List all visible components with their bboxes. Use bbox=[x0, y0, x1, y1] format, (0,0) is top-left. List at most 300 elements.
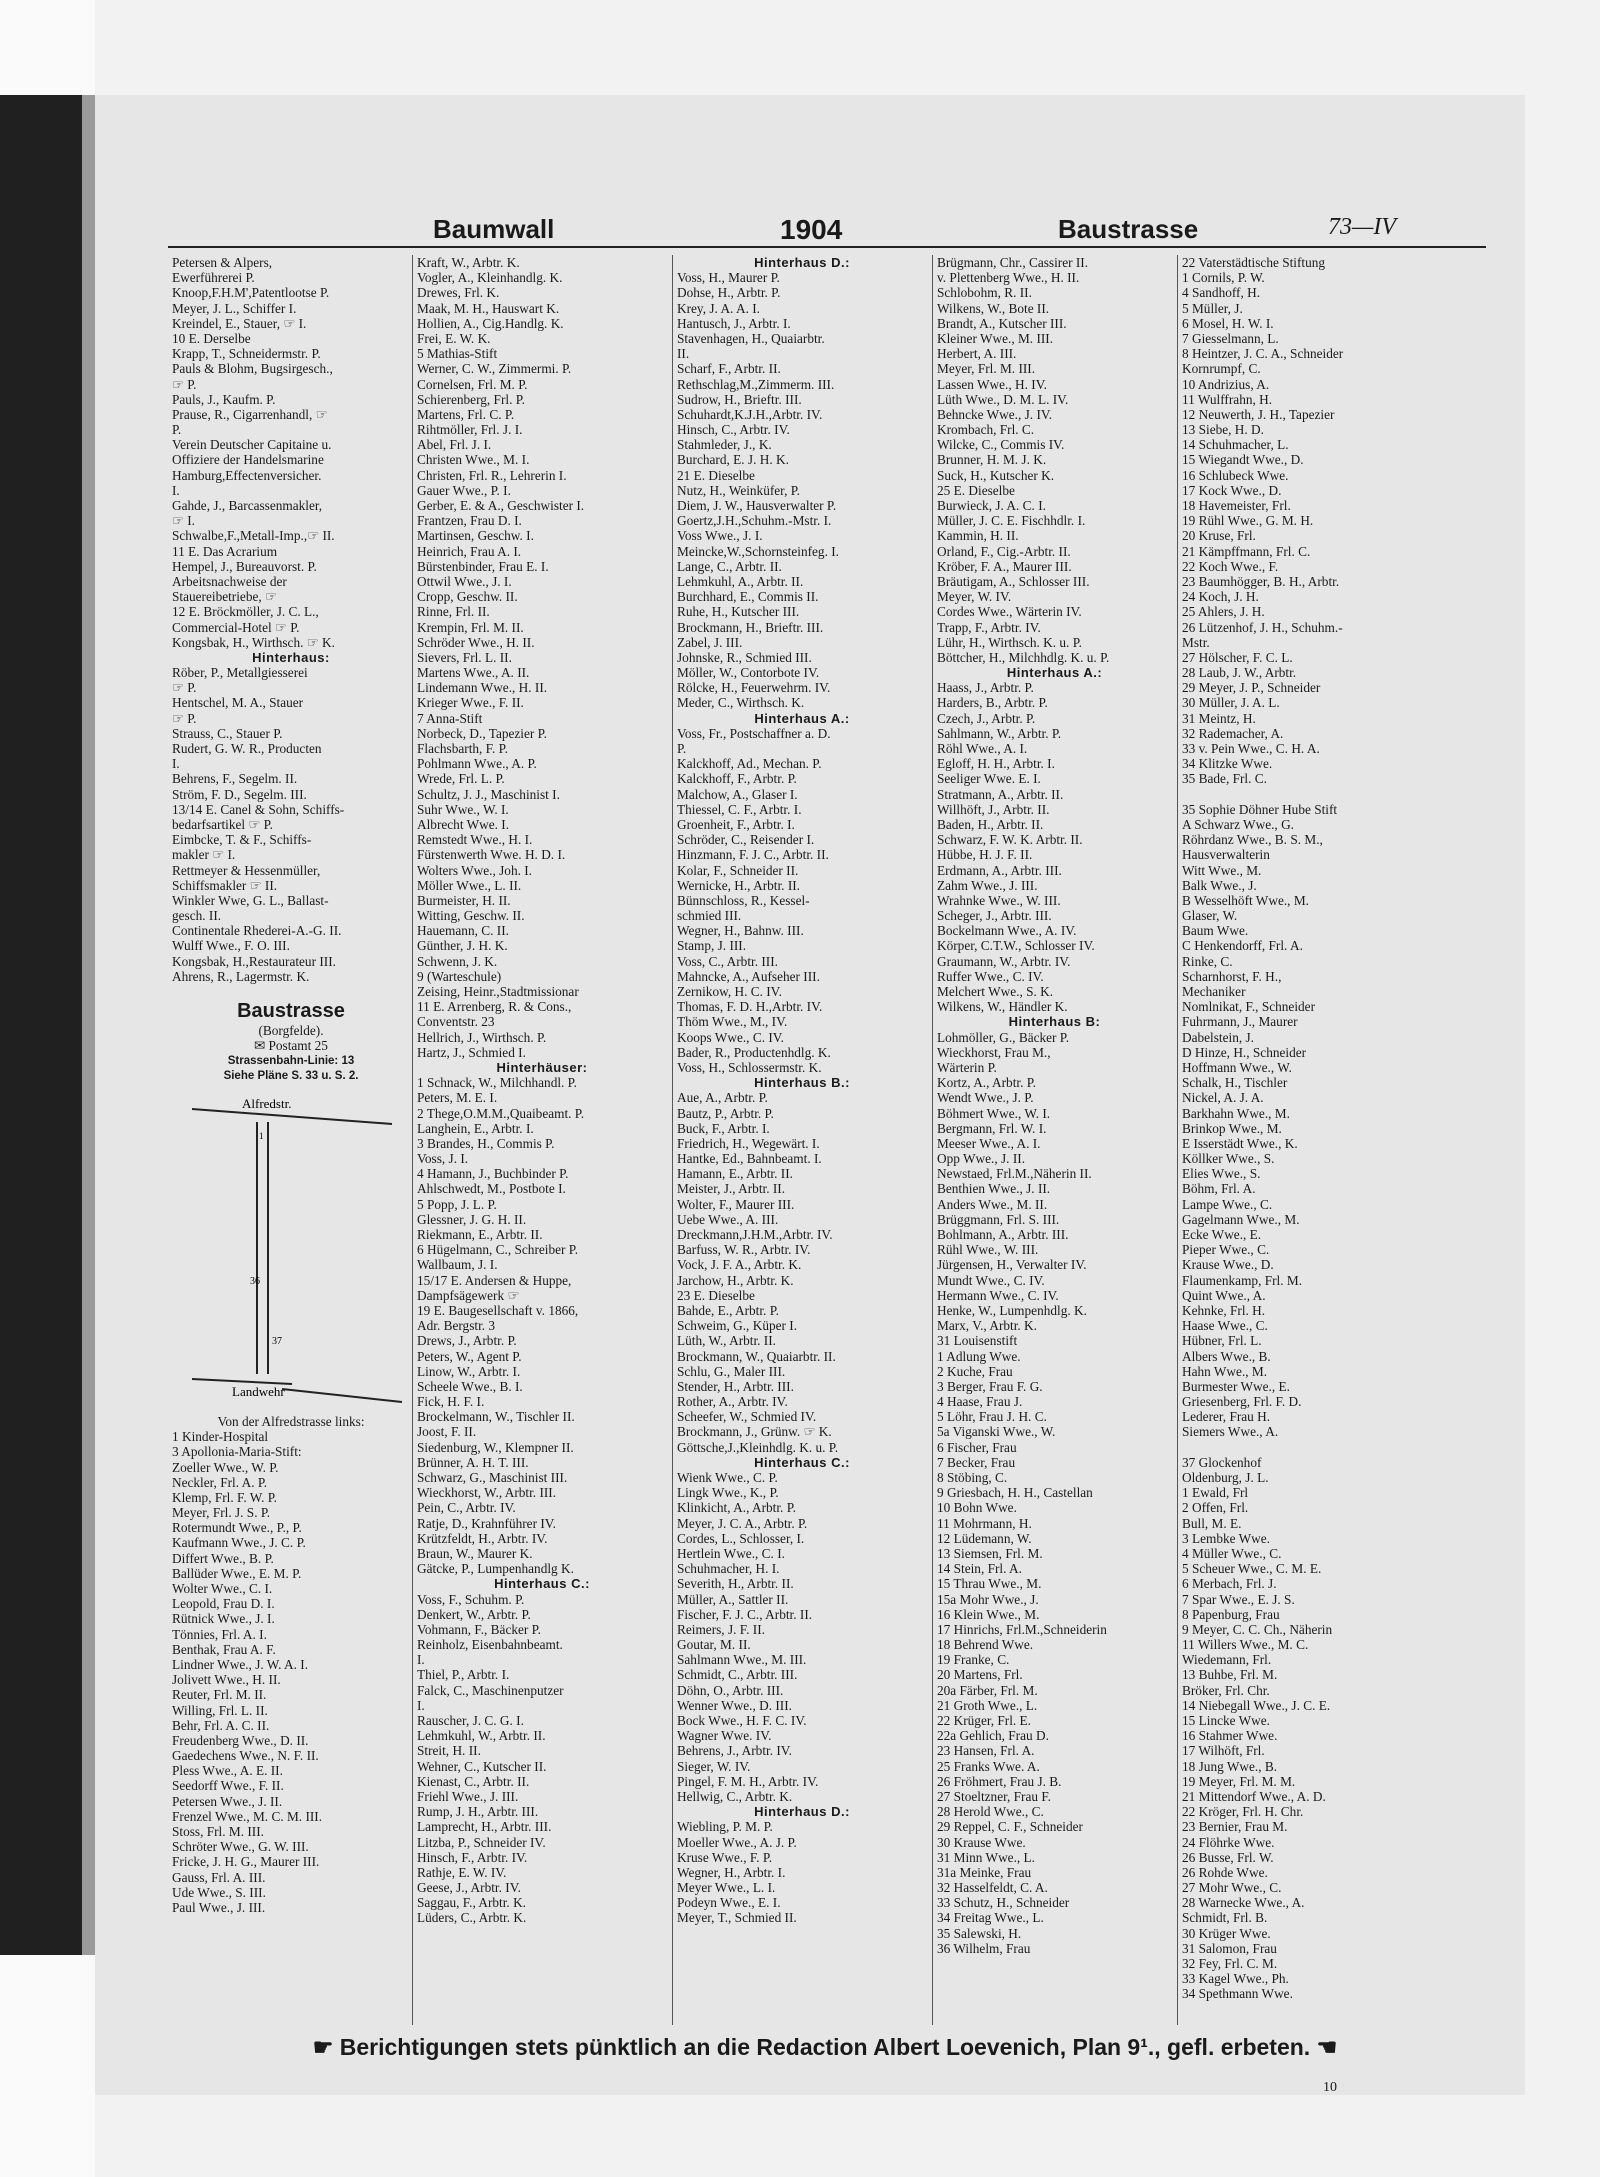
directory-entry: Wendt Wwe., J. P. bbox=[937, 1090, 1034, 1106]
column-2 bbox=[417, 255, 667, 2030]
directory-entry: Lange, C., Arbtr. II. bbox=[677, 558, 782, 574]
street-map bbox=[172, 1084, 410, 1414]
directory-entry: Lüth, W., Arbtr. II. bbox=[677, 1333, 776, 1349]
directory-entry: 13 Siebe, H. D. bbox=[1182, 422, 1264, 438]
directory-entry: Rinne, Frl. II. bbox=[417, 604, 490, 620]
directory-entry: 9 Meyer, C. C. Ch., Näherin bbox=[1182, 1621, 1333, 1637]
directory-entry: Hahn Wwe., M. bbox=[1182, 1363, 1268, 1379]
directory-entry: Zahm Wwe., J. III. bbox=[937, 877, 1038, 893]
directory-entry: Sahlmann Wwe., M. III. bbox=[677, 1652, 807, 1668]
directory-entry: Bader, R., Productenhdlg. K. bbox=[677, 1044, 831, 1060]
directory-entry: Litzba, P., Schneider IV. bbox=[417, 1834, 546, 1850]
directory-entry: 5 Scheuer Wwe., C. M. E. bbox=[1182, 1561, 1322, 1577]
directory-entry: Peters, W., Agent P. bbox=[417, 1348, 522, 1364]
directory-entry: Schalk, H., Tischler bbox=[1182, 1075, 1288, 1091]
directory-entry: Rauscher, J. C. G. I. bbox=[417, 1713, 524, 1728]
map-house-number: 36 bbox=[250, 1275, 260, 1287]
directory-entry: Geese, J., Arbtr. IV. bbox=[417, 1880, 521, 1896]
directory-entry: Hauemann, C. II. bbox=[417, 923, 509, 939]
directory-entry: Wagner Wwe. IV. bbox=[677, 1728, 772, 1744]
directory-entry: Johnske, R., Schmied III. bbox=[677, 649, 812, 665]
directory-entry: 5a Viganski Wwe., W. bbox=[937, 1424, 1056, 1440]
directory-entry: Brockmann, W., Quaiarbtr. II. bbox=[677, 1348, 836, 1364]
directory-entry: Dabelstein, J. bbox=[1182, 1029, 1255, 1045]
directory-entry: Stahmleder, J., K. bbox=[677, 437, 772, 453]
directory-entry: 23 Bernier, Frau M. bbox=[1182, 1819, 1288, 1835]
directory-entry: Wilkens, W., Bote II. bbox=[937, 300, 1050, 316]
directory-entry: Wieckhorst, W., Arbtr. III. bbox=[417, 1485, 557, 1501]
directory-entry: 16 Stahmer Wwe. bbox=[1182, 1728, 1278, 1744]
directory-entry: Klemp, Frl. F. W. P. bbox=[172, 1489, 277, 1505]
directory-entry: 32 Hasselfeldt, C. A. bbox=[937, 1880, 1048, 1896]
directory-entry: 28 Laub, J. W., Arbtr. bbox=[1182, 665, 1297, 681]
directory-entry bbox=[1182, 787, 1432, 802]
directory-entry: 1 Kinder-Hospital bbox=[172, 1429, 269, 1445]
directory-entry: Lindemann Wwe., H. II. bbox=[417, 680, 548, 696]
directory-entry: 4 Müller Wwe., C. bbox=[1182, 1545, 1282, 1561]
directory-entry: Wieckhorst, Frau M., bbox=[937, 1044, 1051, 1060]
directory-entry: Continentale Rhederei-A.-G. II. bbox=[172, 923, 342, 939]
directory-entry: Kaufmann Wwe., J. C. P. bbox=[172, 1535, 306, 1551]
directory-entry: 33 Kagel Wwe., Ph. bbox=[1182, 1971, 1289, 1987]
directory-entry: 37 Glockenhof bbox=[1182, 1454, 1262, 1470]
directory-entry: Hinterhaus A.: bbox=[1006, 665, 1103, 681]
directory-entry: Herbert, A. III. bbox=[937, 346, 1017, 362]
directory-entry: Rütnick Wwe., J. I. bbox=[172, 1611, 275, 1627]
directory-entry: Meyer, Frl. J. S. P. bbox=[172, 1505, 271, 1521]
directory-entry: Willhöft, J., Arbtr. II. bbox=[937, 801, 1050, 817]
directory-entry: Paul Wwe., J. III. bbox=[172, 1899, 266, 1915]
directory-entry: 7 Anna-Stift bbox=[417, 710, 483, 726]
directory-entry: Pauls & Blohm, Bugsirgesch., bbox=[172, 361, 333, 377]
directory-entry: Hamburg,Effectenversicher. bbox=[172, 467, 322, 483]
map-house-number: 1 bbox=[259, 1130, 264, 1141]
directory-entry: Gätcke, P., Lumpenhandlg K. bbox=[417, 1561, 574, 1577]
directory-entry: Gahde, J., Barcassenmakler, bbox=[172, 498, 323, 513]
directory-entry: Brüggmann, Frl. S. III. bbox=[937, 1211, 1060, 1227]
directory-entry: Meyer, J. C. A., Arbtr. P. bbox=[677, 1515, 808, 1531]
directory-entry: Wegner, H., Arbtr. I. bbox=[677, 1864, 786, 1880]
directory-entry: Kongsbak, H., Wirthsch. ☞ K. bbox=[172, 634, 335, 650]
directory-entry: Eimbcke, T. & F., Schiffs- bbox=[172, 832, 312, 848]
directory-entry: Anders Wwe., M. II. bbox=[937, 1196, 1048, 1212]
directory-entry bbox=[172, 984, 410, 999]
directory-entry: 20 Martens, Frl. bbox=[937, 1667, 1023, 1683]
directory-entry: 22 Krüger, Frl. E. bbox=[937, 1713, 1032, 1728]
directory-entry: Graumann, W., Arbtr. IV. bbox=[937, 953, 1071, 969]
directory-entry: Brandt, A., Kutscher III. bbox=[937, 315, 1067, 331]
directory-entry: 1 Cornils, P. W. bbox=[1182, 270, 1265, 286]
map-house-number: 37 bbox=[272, 1335, 282, 1347]
directory-entry: Friehl Wwe., J. III. bbox=[417, 1788, 519, 1804]
directory-entry: Barkhahn Wwe., M. bbox=[1182, 1105, 1290, 1121]
directory-entry: Kongsbak, H.,Restaurateur III. bbox=[172, 953, 336, 969]
directory-entry: Moeller Wwe., A. J. P. bbox=[677, 1834, 797, 1850]
directory-entry: Barfuss, W. R., Arbtr. IV. bbox=[677, 1242, 811, 1258]
directory-entry: Schröder, C., Reisender I. bbox=[677, 832, 815, 848]
directory-entry bbox=[1182, 1440, 1432, 1455]
directory-entry: Gauer Wwe., P. I. bbox=[417, 482, 511, 498]
directory-entry: 17 Hinrichs, Frl.M.,Schneiderin bbox=[937, 1621, 1107, 1637]
directory-entry: ☞ P. bbox=[172, 376, 197, 392]
directory-entry: 29 Meyer, J. P., Schneider bbox=[1182, 680, 1321, 696]
directory-entry: gesch. II. bbox=[172, 908, 222, 924]
directory-entry: Hoffmann Wwe., W. bbox=[1182, 1059, 1292, 1075]
directory-entry: Krempin, Frl. M. II. bbox=[417, 619, 524, 635]
directory-entry: 25 Ahlers, J. H. bbox=[1182, 604, 1265, 620]
directory-entry: Gaedechens Wwe., N. F. II. bbox=[172, 1748, 319, 1764]
directory-entry: Suck, H., Kutscher K. bbox=[937, 467, 1055, 483]
directory-entry: Burchard, E. J. H. K. bbox=[677, 452, 789, 468]
directory-entry: Röhrdanz Wwe., B. S. M., bbox=[1182, 832, 1323, 848]
directory-entry: I. bbox=[417, 1652, 425, 1668]
directory-entry: Stoss, Frl. M. III. bbox=[172, 1824, 264, 1839]
directory-entry: Zernikow, H. C. IV. bbox=[677, 984, 782, 999]
directory-entry: Wenner Wwe., D. III. bbox=[677, 1697, 792, 1713]
directory-entry: Wrede, Frl. L. P. bbox=[417, 771, 505, 787]
directory-entry: Scheger, J., Arbtr. III. bbox=[937, 908, 1052, 924]
directory-entry: Voss, H., Schlossermstr. K. bbox=[677, 1059, 822, 1075]
directory-entry: Lingk Wwe., K., P. bbox=[677, 1485, 779, 1501]
directory-entry: Mstr. bbox=[1182, 634, 1210, 650]
directory-entry: Haase Wwe., C. bbox=[1182, 1318, 1268, 1334]
directory-entry: Burchhard, E., Commis II. bbox=[677, 589, 819, 605]
directory-entry: 23 Baumhögger, B. H., Arbtr. bbox=[1182, 573, 1340, 589]
directory-entry: Suhr Wwe., W. I. bbox=[417, 801, 509, 817]
directory-entry: Albers Wwe., B. bbox=[1182, 1348, 1271, 1364]
directory-entry: Schwalbe,F.,Metall-Imp.,☞ II. bbox=[172, 528, 335, 544]
directory-entry: P. bbox=[677, 741, 687, 756]
directory-entry: 7 Becker, Frau bbox=[937, 1454, 1016, 1470]
directory-entry: Petersen & Alpers, bbox=[172, 255, 273, 270]
directory-entry: Jolivett Wwe., H. II. bbox=[172, 1672, 281, 1688]
directory-entry: Jürgensen, H., Verwalter IV. bbox=[937, 1257, 1087, 1273]
directory-entry: Leopold, Frau D. I. bbox=[172, 1596, 275, 1612]
map-street-label: Alfredstr. bbox=[242, 1095, 292, 1111]
column-5 bbox=[1182, 255, 1432, 2030]
directory-entry: 33 Schutz, H., Schneider bbox=[937, 1895, 1070, 1911]
directory-entry: Sahlmann, W., Arbtr. P. bbox=[937, 725, 1062, 741]
directory-entry: Schlobohm, R. II. bbox=[937, 285, 1032, 301]
directory-entry: 15/17 E. Andersen & Huppe, bbox=[417, 1272, 572, 1288]
directory-entry: Wernicke, H., Arbtr. II. bbox=[677, 877, 800, 893]
directory-entry: Baum Wwe. bbox=[1182, 923, 1249, 939]
column-1 bbox=[172, 255, 410, 2030]
directory-entry: ☞ P. bbox=[172, 680, 197, 696]
directory-entry: 19 Meyer, Frl. M. M. bbox=[1182, 1773, 1296, 1789]
directory-entry: Lühr, H., Wirthsch. K. u. P. bbox=[937, 634, 1082, 650]
directory-entry: Rotermundt Wwe., P., P. bbox=[172, 1520, 302, 1536]
directory-entry: Albrecht Wwe. I. bbox=[417, 816, 510, 832]
directory-entry: Kornrumpf, C. bbox=[1182, 361, 1261, 377]
directory-entry: 6 Mosel, H. W. I. bbox=[1182, 315, 1274, 331]
directory-entry: Stamp, J. III. bbox=[677, 938, 747, 954]
directory-entry: Burmester Wwe., E. bbox=[1182, 1378, 1290, 1394]
directory-entry: Siedenburg, W., Klempner II. bbox=[417, 1439, 574, 1455]
directory-entry: 20a Färber, Frl. M. bbox=[937, 1682, 1038, 1698]
header-rule bbox=[168, 246, 1486, 248]
directory-entry: Schierenberg, Frl. P. bbox=[417, 391, 525, 407]
directory-entry: 31 Meintz, H. bbox=[1182, 710, 1256, 726]
directory-entry: 5 Mathias-Stift bbox=[417, 346, 498, 362]
directory-entry: Marx, V., Arbtr. K. bbox=[937, 1318, 1037, 1334]
directory-entry: Commercial-Hotel ☞ P. bbox=[172, 619, 300, 635]
directory-entry: Schmidt, Frl. B. bbox=[1182, 1910, 1268, 1926]
directory-entry: 26 Fröhmert, Frau J. B. bbox=[937, 1773, 1062, 1789]
directory-entry: 18 Havemeister, Frl. bbox=[1182, 498, 1291, 513]
directory-entry: 18 Behrend Wwe. bbox=[937, 1637, 1034, 1653]
directory-entry: 14 Niebegall Wwe., J. C. E. bbox=[1182, 1697, 1331, 1713]
directory-entry: Rudert, G. W. R., Producten bbox=[172, 741, 322, 756]
directory-entry: 31a Meinke, Frau bbox=[937, 1864, 1032, 1880]
directory-entry: 27 Stoeltzner, Frau F. bbox=[937, 1788, 1051, 1804]
directory-entry: 10 E. Derselbe bbox=[172, 330, 251, 346]
directory-entry: 6 Fischer, Frau bbox=[937, 1439, 1017, 1455]
directory-entry: Prause, R., Cigarrenhandl, ☞ bbox=[172, 406, 328, 422]
directory-entry: Hellrich, J., Wirthsch. P. bbox=[417, 1029, 547, 1045]
directory-entry: Rethschlag,M.,Zimmerm. III. bbox=[677, 376, 835, 392]
directory-entry: 22 Koch Wwe., F. bbox=[1182, 558, 1279, 574]
directory-entry: Witting, Geschw. II. bbox=[417, 908, 525, 924]
directory-entry: 35 Bade, Frl. C. bbox=[1182, 771, 1267, 787]
directory-entry: Burmeister, H. II. bbox=[417, 892, 511, 908]
directory-entry: 7 Giesselmann, L. bbox=[1182, 330, 1279, 346]
directory-entry: Trapp, F., Arbtr. IV. bbox=[937, 619, 1041, 635]
directory-entry: Klinkicht, A., Arbtr. P. bbox=[677, 1500, 796, 1516]
directory-entry: Pohlmann Wwe., A. P. bbox=[417, 756, 537, 772]
directory-entry: Meister, J., Arbtr. II. bbox=[677, 1181, 786, 1197]
directory-entry: Kraft, W., Arbtr. K. bbox=[417, 255, 520, 270]
directory-entry: Voss, F., Schuhm. P. bbox=[417, 1591, 525, 1607]
directory-entry: Zeising, Heinr.,Stadtmissionar bbox=[417, 984, 579, 999]
directory-entry: Uebe Wwe., A. III. bbox=[677, 1211, 779, 1227]
directory-entry: Stauereibetriebe, ☞ bbox=[172, 589, 277, 605]
directory-entry: Böhm, Frl. A. bbox=[1182, 1181, 1256, 1197]
directory-entry: Stratmann, A., Arbtr. II. bbox=[937, 786, 1064, 802]
directory-entry: Werner, C. W., Zimmermi. P. bbox=[417, 361, 572, 377]
directory-entry: Körper, C.T.W., Schlosser IV. bbox=[937, 938, 1095, 954]
directory-entry: Opp Wwe., J. II. bbox=[937, 1151, 1026, 1167]
directory-entry: 27 Hölscher, F. C. L. bbox=[1182, 649, 1293, 665]
directory-entry: Burwieck, J. A. C. I. bbox=[937, 498, 1046, 513]
directory-entry: Rettmeyer & Hessenmüller, bbox=[172, 862, 321, 878]
directory-entry: Baustrasse bbox=[237, 1000, 345, 1023]
directory-entry: II. bbox=[677, 346, 690, 362]
directory-entry: 14 Stein, Frl. A. bbox=[937, 1561, 1022, 1577]
directory-entry: 25 Franks Wwe. A. bbox=[937, 1758, 1040, 1774]
directory-entry: Brünner, A. H. T. III. bbox=[417, 1454, 529, 1470]
directory-entry: Möller Wwe., L. II. bbox=[417, 877, 522, 893]
directory-entry: Ballüder Wwe., E. M. P. bbox=[172, 1565, 302, 1581]
directory-entry: 3 Apollonia-Maria-Stift: bbox=[172, 1444, 302, 1460]
directory-entry: Schuhmacher, H. I. bbox=[677, 1561, 780, 1577]
directory-entry: Orland, F., Cig.-Arbtr. II. bbox=[937, 543, 1071, 559]
directory-entry: Meyer, T., Schmied II. bbox=[677, 1910, 797, 1926]
directory-entry: Saggau, F., Arbtr. K. bbox=[417, 1895, 527, 1911]
directory-entry: Wärterin P. bbox=[937, 1059, 997, 1075]
directory-entry: 28 Herold Wwe., C. bbox=[937, 1804, 1044, 1820]
directory-entry: Ruhe, H., Kutscher III. bbox=[677, 604, 800, 620]
directory-entry: Reimers, J. F. II. bbox=[677, 1621, 765, 1637]
directory-entry: 26 Lützenhof, J. H., Schuhm.- bbox=[1182, 619, 1343, 635]
directory-entry: 34 Klitzke Wwe. bbox=[1182, 756, 1273, 772]
column-divider bbox=[672, 255, 673, 2025]
directory-entry: 4 Sandhoff, H. bbox=[1182, 285, 1261, 301]
directory-entry: ☞ P. bbox=[172, 710, 197, 726]
directory-entry: Schlu, G., Maler III. bbox=[677, 1363, 786, 1379]
directory-entry: Gauss, Frl. A. III. bbox=[172, 1869, 266, 1885]
column-divider bbox=[932, 255, 933, 2025]
directory-entry: Riekmann, E., Arbtr. II. bbox=[417, 1227, 543, 1242]
directory-entry: B Wesselhöft Wwe., M. bbox=[1182, 892, 1309, 908]
directory-entry: Kienast, C., Arbtr. II. bbox=[417, 1773, 530, 1789]
directory-entry: Hermann Wwe., C. IV. bbox=[937, 1287, 1059, 1303]
directory-entry: Zoeller Wwe., W. P. bbox=[172, 1459, 279, 1475]
column-4 bbox=[937, 255, 1172, 2030]
directory-entry: Flaumenkamp, Frl. M. bbox=[1182, 1272, 1303, 1288]
directory-entry: Schröter Wwe., G. W. III. bbox=[172, 1839, 309, 1855]
directory-entry: Erdmann, A., Arbtr. III. bbox=[937, 862, 1062, 878]
directory-entry: Mundt Wwe., C. IV. bbox=[937, 1272, 1045, 1288]
directory-entry: Böhmert Wwe., W. I. bbox=[937, 1105, 1051, 1121]
directory-entry: Schultz, J. J., Maschinist I. bbox=[417, 786, 560, 802]
directory-entry: I. bbox=[172, 482, 180, 498]
directory-entry: Norbeck, D., Tapezier P. bbox=[417, 725, 547, 741]
directory-entry: 30 Krüger Wwe. bbox=[1182, 1925, 1271, 1941]
directory-entry: 25 E. Dieselbe bbox=[937, 482, 1015, 498]
directory-entry: 11 Wulffrahn, H. bbox=[1182, 391, 1273, 407]
directory-entry: Nickel, A. J. A. bbox=[1182, 1090, 1264, 1106]
directory-entry: 18 Jung Wwe., B. bbox=[1182, 1758, 1278, 1774]
directory-entry: 19 Franke, C. bbox=[937, 1652, 1010, 1668]
directory-entry: Krey, J. A. A. I. bbox=[677, 300, 760, 316]
directory-entry: Kalckhoff, F., Arbtr. P. bbox=[677, 771, 797, 787]
street-map-drawing bbox=[172, 1084, 410, 1414]
directory-entry: Falck, C., Maschinenputzer bbox=[417, 1682, 564, 1698]
directory-entry: Martinsen, Geschw. I. bbox=[417, 528, 534, 544]
directory-entry: Fricke, J. H. G., Maurer III. bbox=[172, 1854, 320, 1870]
directory-entry: 21 E. Dieselbe bbox=[677, 467, 755, 483]
directory-entry: Lamprecht, H., Arbtr. III. bbox=[417, 1819, 552, 1835]
directory-entry: Bock Wwe., H. F. C. IV. bbox=[677, 1713, 807, 1728]
directory-entry: Tönnies, Frl. A. I. bbox=[172, 1626, 267, 1642]
directory-entry: Elies Wwe., S. bbox=[1182, 1166, 1261, 1182]
directory-entry: schmied III. bbox=[677, 908, 742, 924]
directory-entry: Krapp, T., Schneidermstr. P. bbox=[172, 346, 321, 362]
directory-entry: 26 Busse, Frl. W. bbox=[1182, 1849, 1274, 1865]
directory-entry: Meincke,W.,Schornsteinfeg. I. bbox=[677, 543, 839, 559]
directory-entry: Kalckhoff, Ad., Mechan. P. bbox=[677, 756, 822, 772]
directory-entry: Griesenberg, Frl. F. D. bbox=[1182, 1394, 1302, 1410]
directory-entry: Drews, J., Arbtr. P. bbox=[417, 1333, 517, 1349]
directory-entry: Bürstenbinder, Frau E. I. bbox=[417, 558, 549, 574]
directory-entry: Rölcke, H., Feuerwehrm. IV. bbox=[677, 680, 831, 696]
directory-entry: Bautz, P., Arbtr. P. bbox=[677, 1105, 774, 1121]
directory-entry: Seeliger Wwe. E. I. bbox=[937, 771, 1041, 787]
directory-entry: 21 Kämpffmann, Frl. C. bbox=[1182, 543, 1311, 559]
directory-entry: 27 Mohr Wwe., C. bbox=[1182, 1880, 1282, 1896]
directory-entry: I. bbox=[172, 756, 180, 772]
directory-entry: 2 Offen, Frl. bbox=[1182, 1500, 1249, 1516]
directory-entry: Gagelmann Wwe., M. bbox=[1182, 1211, 1300, 1227]
directory-entry: Hinterhaus C.: bbox=[494, 1576, 590, 1592]
directory-entry: Vogler, A., Kleinhandlg. K. bbox=[417, 270, 563, 286]
directory-entry: Mechaniker bbox=[1182, 984, 1246, 999]
directory-entry: Voss Wwe., J. I. bbox=[677, 528, 763, 544]
directory-entry: Jarchow, H., Arbtr. K. bbox=[677, 1272, 794, 1288]
directory-entry: C Henkendorff, Frl. A. bbox=[1182, 938, 1303, 954]
directory-entry: Frantzen, Frau D. I. bbox=[417, 513, 522, 529]
directory-entry: 20 Kruse, Frl. bbox=[1182, 528, 1256, 544]
directory-entry: I. bbox=[417, 1697, 425, 1713]
directory-entry: Sieger, W. IV. bbox=[677, 1758, 751, 1774]
directory-entry: Thomas, F. D. H.,Arbtr. IV. bbox=[677, 999, 823, 1015]
directory-entry: 14 Schuhmacher, L. bbox=[1182, 437, 1289, 453]
directory-entry: 15 Wiegandt Wwe., D. bbox=[1182, 452, 1304, 468]
directory-entry: Siehe Pläne S. 33 u. S. 2. bbox=[223, 1069, 359, 1082]
directory-entry: Pingel, F. M. H., Arbtr. IV. bbox=[677, 1773, 819, 1789]
directory-entry: 28 Warnecke Wwe., A. bbox=[1182, 1895, 1305, 1911]
directory-entry: Strauss, C., Stauer P. bbox=[172, 725, 283, 741]
directory-entry: Göttsche,J.,Kleinhdlg. K. u. P. bbox=[677, 1439, 839, 1455]
directory-entry: Schmidt, C., Arbtr. III. bbox=[677, 1667, 798, 1683]
directory-entry: Wilcke, C., Commis IV. bbox=[937, 437, 1065, 453]
directory-entry: Newstaed, Frl.M.,Näherin II. bbox=[937, 1166, 1092, 1182]
directory-entry: 5 Löhr, Frau J. H. C. bbox=[937, 1409, 1047, 1425]
directory-entry: ✉ Postamt 25 bbox=[254, 1038, 328, 1054]
directory-entry: Behncke Wwe., J. IV. bbox=[937, 406, 1053, 422]
header-street-left: Baumwall bbox=[433, 214, 555, 244]
directory-entry: Voss, Fr., Postschaffner a. D. bbox=[677, 725, 831, 741]
directory-entry: A Schwarz Wwe., G. bbox=[1182, 816, 1295, 832]
directory-entry: 7 Spar Wwe., E. J. S. bbox=[1182, 1591, 1295, 1607]
directory-entry: Dohse, H., Arbtr. P. bbox=[677, 285, 781, 301]
directory-entry: Lederer, Frau H. bbox=[1182, 1409, 1271, 1425]
directory-entry: Kleiner Wwe., M. III. bbox=[937, 330, 1054, 346]
directory-entry: makler ☞ I. bbox=[172, 847, 236, 863]
directory-entry: Hertlein Wwe., C. I. bbox=[677, 1545, 785, 1561]
directory-entry: 35 Sophie Döhner Hube Stift bbox=[1182, 801, 1338, 817]
directory-entry: 31 Minn Wwe., L. bbox=[937, 1849, 1035, 1865]
directory-entry: Winkler Wwe, G. L., Ballast- bbox=[172, 892, 329, 908]
directory-entry: Vohmann, F., Bäcker P. bbox=[417, 1621, 541, 1637]
directory-entry: Schwarz, G., Maschinist III. bbox=[417, 1470, 568, 1485]
directory-entry: Witt Wwe., M. bbox=[1182, 862, 1262, 878]
directory-entry: Verein Deutscher Capitaine u. bbox=[172, 437, 332, 453]
directory-entry: Remstedt Wwe., H. I. bbox=[417, 832, 533, 848]
directory-entry: 22a Gehlich, Frau D. bbox=[937, 1728, 1049, 1744]
directory-entry: Friedrich, H., Wegewärt. I. bbox=[677, 1135, 820, 1151]
directory-entry: Cropp, Geschw. II. bbox=[417, 589, 518, 605]
directory-entry: Köllker Wwe., S. bbox=[1182, 1151, 1275, 1167]
directory-entry: Hinterhaus B.: bbox=[754, 1075, 850, 1091]
directory-entry: 1 Schnack, W., Milchhandl. P. bbox=[417, 1075, 577, 1091]
directory-entry: Stender, H., Arbtr. III. bbox=[677, 1378, 794, 1394]
directory-entry: Haass, J., Arbtr. P. bbox=[937, 680, 1034, 696]
correction-notice: ☛ Berichtigungen stets pünktlich an die Redaction Albert Loevenich, Plan 9¹., gefl. erbeten. ☚ bbox=[312, 2034, 1338, 2060]
directory-entry: Scharf, F., Arbtr. II. bbox=[677, 361, 781, 377]
directory-entry: Cornelsen, Frl. M. P. bbox=[417, 376, 528, 392]
directory-entry: Ecke Wwe., E. bbox=[1182, 1227, 1262, 1242]
directory-entry: Diem, J. W., Hausverwalter P. bbox=[677, 498, 837, 513]
directory-entry: Sudrow, H., Brieftr. III. bbox=[677, 391, 802, 407]
directory-entry: Christen, Frl. R., Lehrerin I. bbox=[417, 467, 567, 483]
directory-entry: Severith, H., Arbtr. II. bbox=[677, 1576, 794, 1592]
directory-entry: Bockelmann Wwe., A. IV. bbox=[937, 923, 1077, 939]
directory-entry: 1 Adlung Wwe. bbox=[937, 1348, 1021, 1364]
directory-entry: 24 Koch, J. H. bbox=[1182, 589, 1259, 605]
column-divider bbox=[412, 255, 413, 2025]
